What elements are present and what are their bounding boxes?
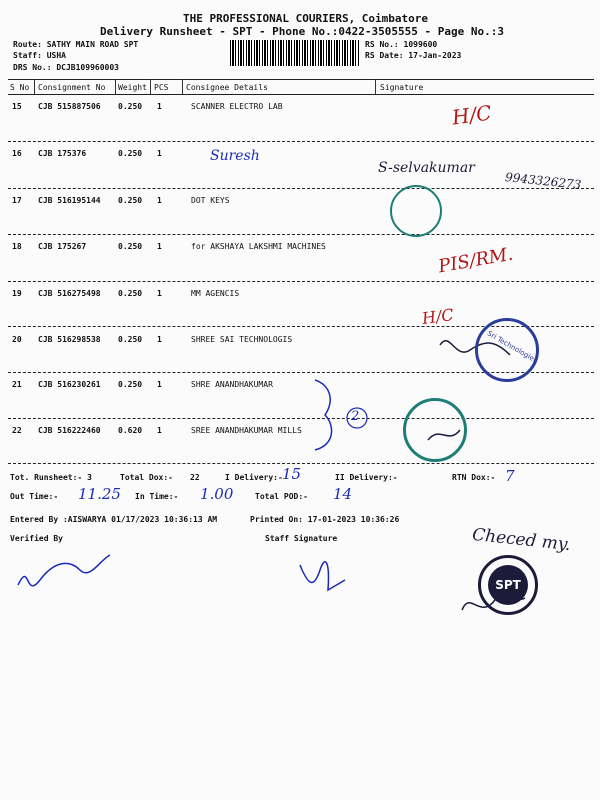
row-weight: 0.250	[118, 242, 143, 251]
row-consignment: CJB 515887506	[38, 102, 101, 111]
drs-number: DRS No.: DCJB109960003	[13, 63, 119, 72]
row16-phone: 9943326273	[504, 170, 582, 192]
row-sno: 19	[12, 289, 22, 298]
in-time-label: In Time:-	[135, 492, 179, 501]
row-pcs: 1	[157, 102, 162, 111]
row-pcs: 1	[157, 335, 162, 344]
seal-text: Sri Technologies	[485, 329, 539, 365]
row-consignment: CJB 516298538	[38, 335, 101, 344]
verified-by-label: Verified By	[10, 534, 63, 543]
i-delivery-label: I Delivery:-	[225, 473, 283, 482]
total-dox-label: Total Dox:-	[120, 473, 173, 482]
row-consignee: SREE ANANDHAKUMAR MILLS	[191, 426, 302, 435]
row-pcs: 1	[157, 149, 162, 158]
row-consignee: SHREE SAI TECHNOLOGIS	[191, 335, 293, 344]
seal-stamp-row22	[403, 398, 467, 462]
route-label: Route: SATHY MAIN ROAD SPT	[13, 40, 139, 49]
runsheet-subtitle: Delivery Runsheet - SPT - Phone No.:0422-3505555 - Page No.:3	[100, 25, 504, 38]
seal-stamp-row20	[475, 318, 539, 382]
col-header-consignment: Consignment No	[38, 83, 106, 92]
in-time-value: 1.00	[200, 485, 234, 503]
row20-signature: H/C	[420, 304, 455, 329]
row-pcs: 1	[157, 380, 162, 389]
row-sno: 17	[12, 196, 22, 205]
i-delivery-value: 15	[282, 465, 302, 483]
seal-stamp-row17	[390, 185, 442, 237]
row18-signature: PIS/RM.	[436, 243, 515, 278]
row-sno: 16	[12, 149, 22, 158]
row22-circle-mark	[347, 408, 367, 428]
col-header-signature: Signature	[380, 83, 424, 92]
rtn-dox-label: RTN Dox:-	[452, 473, 496, 482]
row-sno: 18	[12, 242, 22, 251]
row-consignment: CJB 516195144	[38, 196, 101, 205]
row-consignee: DOT KEYS	[191, 196, 230, 205]
entered-by: Entered By :AISWARYA 01/17/2023 10:36:13 AM	[10, 515, 218, 524]
staff-signature-scribble	[300, 562, 345, 590]
staff-signature-label: Staff Signature	[265, 534, 338, 543]
row-pcs: 1	[157, 289, 162, 298]
row-weight: 0.250	[118, 289, 143, 298]
row22-mark: 2	[351, 409, 360, 424]
row-consignee: for AKSHAYA LAKSHMI MACHINES	[191, 242, 326, 251]
total-pod-value: 14	[333, 485, 353, 503]
staff-label: Staff: USHA	[13, 51, 66, 60]
row-pcs: 1	[157, 196, 162, 205]
row15-signature: H/C	[450, 100, 493, 130]
row-consignee: SCANNER ELECTRO LAB	[191, 102, 283, 111]
total-dox-value: 22	[190, 473, 200, 482]
total-pod-label: Total POD:-	[255, 492, 308, 501]
row-weight: 0.620	[118, 426, 143, 435]
row-pcs: 1	[157, 426, 162, 435]
row-consignee: MM AGENCIS	[191, 289, 240, 298]
rtn-dox-value: 7	[505, 467, 515, 485]
row-sno: 20	[12, 335, 22, 344]
row-weight: 0.250	[118, 335, 143, 344]
checked-by-note: Checed my.	[471, 524, 572, 556]
row-consignment: CJB 175376	[38, 149, 87, 158]
row-sno: 21	[12, 380, 22, 389]
company-title: THE PROFESSIONAL COURIERS, Coimbatore	[183, 12, 429, 25]
rs-date: RS Date: 17-Jan-2023	[365, 51, 462, 60]
row-weight: 0.250	[118, 102, 143, 111]
row-weight: 0.250	[118, 380, 143, 389]
spt-stamp-label: SPT	[488, 565, 528, 605]
tot-runsheet: Tot. Runsheet:- 3	[10, 473, 92, 482]
row-consignment: CJB 516222460	[38, 426, 101, 435]
row16-signature: S-selvakumar	[378, 160, 475, 176]
col-header-weight: Weight	[118, 83, 147, 92]
row21-bracket-mark	[315, 380, 332, 450]
row-sno: 22	[12, 426, 22, 435]
out-time-value: 11.25	[78, 485, 121, 503]
verified-by-signature	[18, 555, 110, 586]
row-pcs: 1	[157, 242, 162, 251]
row-sno: 15	[12, 102, 22, 111]
row-weight: 0.250	[118, 149, 143, 158]
ii-delivery-label: II Delivery:-	[335, 473, 398, 482]
row-consignment: CJB 516275498	[38, 289, 101, 298]
col-header-sno: S No	[10, 83, 30, 92]
printed-on: Printed On: 17-01-2023 10:36:26	[250, 515, 400, 524]
row-consignment: CJB 516230261	[38, 380, 101, 389]
spt-stamp	[478, 555, 538, 615]
col-header-consignee: Consignee Details	[186, 83, 268, 92]
col-header-pcs: PCS	[154, 83, 169, 92]
row-weight: 0.250	[118, 196, 143, 205]
row-consignment: CJB 175267	[38, 242, 87, 251]
row16-receiver-name: Suresh	[210, 148, 260, 164]
row-consignee: SHRE ANANDHAKUMAR	[191, 380, 273, 389]
rs-number: RS No.: 1099600	[365, 40, 438, 49]
out-time-label: Out Time:-	[10, 492, 59, 501]
